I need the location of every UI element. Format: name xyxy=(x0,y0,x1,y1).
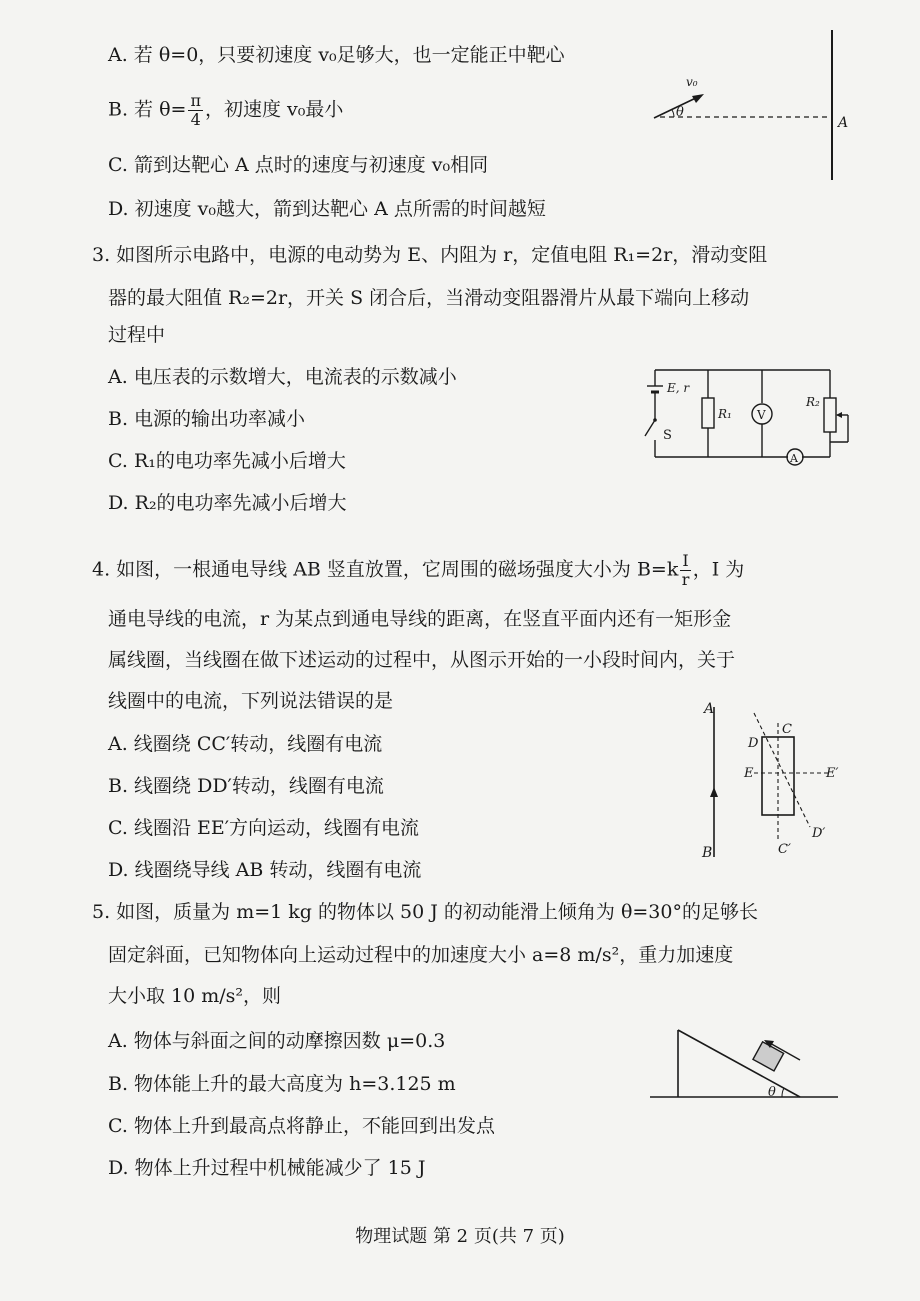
q3-stem-line3: 过程中 xyxy=(108,324,166,346)
q3-option-c: C. R₁的电功率先减小后增大 xyxy=(108,450,346,472)
label-d: D xyxy=(748,736,759,751)
page-footer: 物理试题 第 2 页(共 7 页) xyxy=(355,1226,565,1247)
q5-stem-line1: 5. 如图，质量为 m=1 kg 的物体以 50 J 的初动能滑上倾角为 θ=30°的足够长 xyxy=(92,901,758,923)
q3-option-d: D. R₂的电功率先减小后增大 xyxy=(108,492,347,514)
q4-option-c: C. 线圈沿 EE′方向运动，线圈有电流 xyxy=(108,817,420,839)
q4-stem-line1 xyxy=(92,552,744,589)
label-r2: R₂ xyxy=(806,395,820,409)
q4-stem-line3: 属线圈，当线圈在做下述运动的过程中，从图示开始的一小段时间内，关于 xyxy=(108,649,736,671)
q4-stem-line2: 通电导线的电流，r 为某点到通电导线的距离，在竖直平面内还有一矩形金 xyxy=(108,608,732,630)
label-e-r: E, r xyxy=(667,381,690,395)
block-body xyxy=(753,1042,784,1071)
incline-slope xyxy=(678,1030,800,1097)
label-c: C xyxy=(782,722,792,737)
q4-option-b: B. 线圈绕 DD′转动，线圈有电流 xyxy=(108,775,384,797)
label-e: E xyxy=(744,766,754,781)
velocity-arrowhead xyxy=(692,94,704,103)
q4-fraction-denominator: r xyxy=(681,570,690,589)
q4-stem-line1-suffix: ，I 为 xyxy=(692,558,745,581)
label-incline-theta: θ xyxy=(768,1085,776,1100)
q4-figure xyxy=(690,695,860,870)
label-v0: v₀ xyxy=(686,75,698,89)
q2-option-b-prefix: B. 若 θ= xyxy=(108,98,187,121)
q2-fraction-denominator: 4 xyxy=(190,110,201,129)
q3-circuit-figure xyxy=(630,362,860,472)
q5-stem-line2: 固定斜面，已知物体向上运动过程中的加速度大小 a=8 m/s²，重力加速度 xyxy=(108,944,734,966)
q2-fraction-numerator: π xyxy=(190,91,201,110)
q2-option-b xyxy=(108,92,343,129)
label-c-prime: C′ xyxy=(778,842,791,857)
q2-option-c: C. 箭到达靶心 A 点时的速度与初速度 v₀相同 xyxy=(108,154,489,176)
angle-arc xyxy=(672,110,674,117)
slider-arrowhead xyxy=(836,412,842,418)
q3-option-b: B. 电源的输出功率减小 xyxy=(108,408,306,430)
resistor-r1 xyxy=(702,398,714,428)
q5-option-b: B. 物体能上升的最大高度为 h=3.125 m xyxy=(108,1073,456,1095)
q4-stem-line4: 线圈中的电流，下列说法错误的是 xyxy=(108,690,394,712)
label-ammeter: A xyxy=(790,452,798,465)
label-wire-b: B xyxy=(702,845,713,861)
q3-stem-line1: 3. 如图所示电路中，电源的电动势为 E、内阻为 r，定值电阻 R₁=2r，滑动变阻 xyxy=(92,244,768,266)
q4-stem-line1-prefix: 4. 如图，一根通电导线 AB 竖直放置，它周围的磁场强度大小为 B=k xyxy=(92,558,679,581)
current-arrowhead xyxy=(710,787,718,797)
incline-angle-arc xyxy=(782,1088,784,1097)
q3-stem-line2: 器的最大阻值 R₂=2r，开关 S 闭合后，当滑动变阻器滑片从最下端向上移动 xyxy=(108,287,750,309)
rheostat-r2 xyxy=(824,398,836,432)
label-wire-a: A xyxy=(704,701,715,717)
q5-option-d: D. 物体上升过程中机械能减少了 15 J xyxy=(108,1157,426,1179)
q2-figure xyxy=(640,30,870,190)
q4-option-d: D. 线圈绕导线 AB 转动，线圈有电流 xyxy=(108,859,422,881)
q3-option-a: A. 电压表的示数增大，电流表的示数减小 xyxy=(108,366,457,388)
q5-option-a: A. 物体与斜面之间的动摩擦因数 μ=0.3 xyxy=(108,1030,446,1052)
label-voltmeter: V xyxy=(757,408,766,422)
q4-option-a: A. 线圈绕 CC′转动，线圈有电流 xyxy=(108,733,383,755)
q5-option-c: C. 物体上升到最高点将静止，不能回到出发点 xyxy=(108,1115,495,1137)
q5-stem-line3: 大小取 10 m/s²，则 xyxy=(108,985,282,1007)
label-e-prime: E′ xyxy=(826,766,839,781)
sliding-block xyxy=(753,1042,784,1071)
label-target-a: A xyxy=(838,115,849,131)
q2-option-b-suffix: ，初速度 v₀最小 xyxy=(204,98,344,121)
q2-option-a: A. 若 θ=0，只要初速度 v₀足够大，也一定能正中靶心 xyxy=(108,44,565,66)
q2-option-d: D. 初速度 v₀越大，箭到达靶心 A 点所需的时间越短 xyxy=(108,198,546,220)
label-theta: θ xyxy=(676,105,684,120)
switch-blade xyxy=(645,420,655,436)
q4-fraction-numerator: I xyxy=(682,551,689,570)
switch-pivot xyxy=(653,418,657,422)
label-d-prime: D′ xyxy=(812,826,826,841)
q4-fraction xyxy=(680,552,690,589)
q5-incline-figure xyxy=(650,1020,850,1105)
q2-option-b-fraction xyxy=(188,92,203,129)
label-switch-s: S xyxy=(663,428,672,443)
label-r1: R₁ xyxy=(718,407,732,421)
